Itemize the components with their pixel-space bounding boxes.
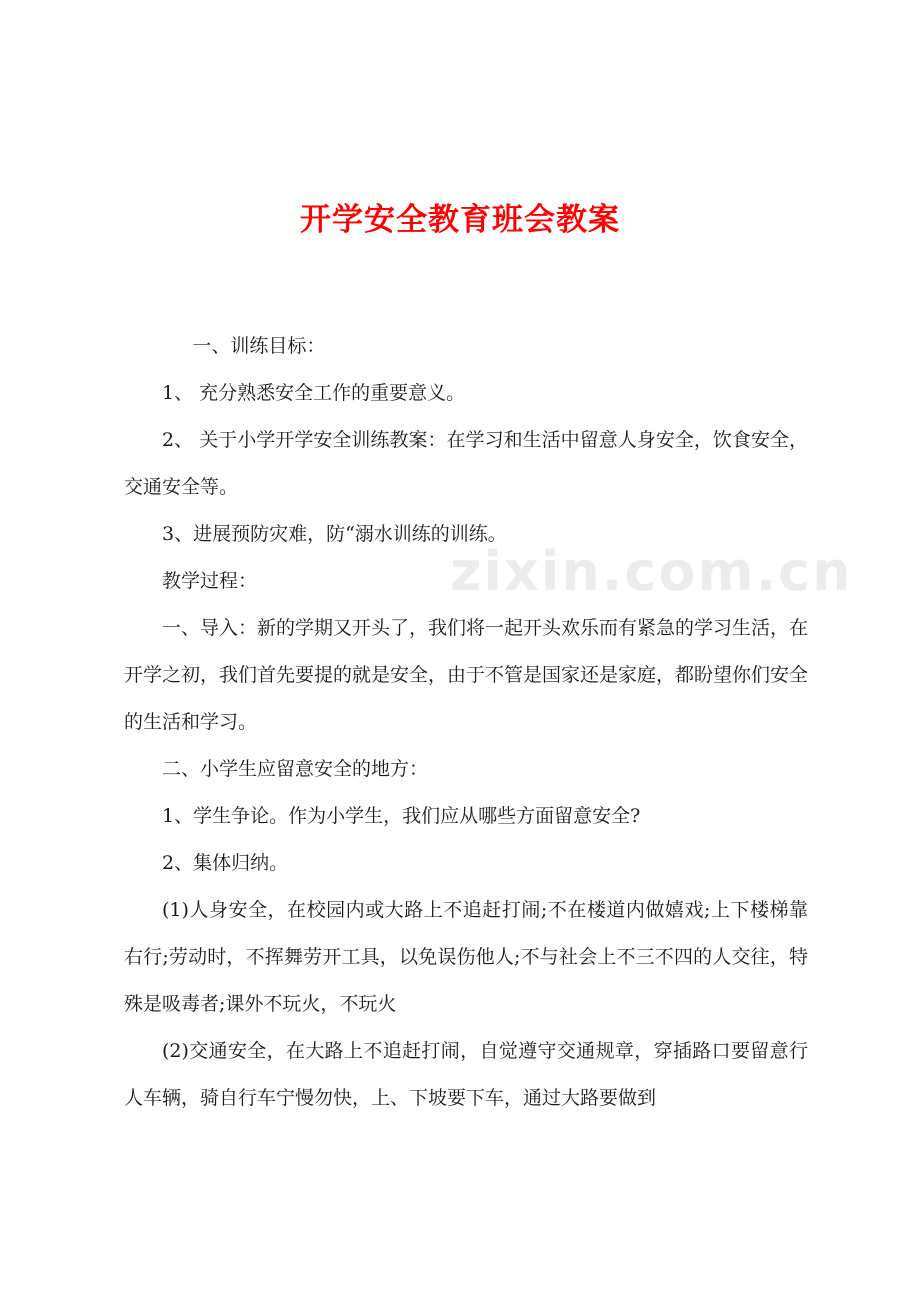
watermark: zixin.com.cn (450, 540, 853, 603)
document-body (124, 323, 808, 1122)
document-title: 开学安全教育班会教案 (300, 202, 620, 238)
paragraph-discussion: 1、学生争论。作为小学生，我们应从哪些方面留意安全? (162, 805, 641, 827)
paragraph-personal-safety: (1)人身安全，在校园内或大路上不追赶打闹;不在楼道内做嬉戏;上下楼梯靠右行;劳动时，不挥舞劳开工具，以免误伤他人;不与社会上不三不四的人交往，特殊是吸毒者;课外不玩火，不玩火 (124, 899, 808, 1015)
paragraph-traffic-safety: (2)交通安全，在大路上不追赶打闹，自觉遵守交通规章，穿插路口要留意行人车辆，骑自行车宁慢勿快，上、下坡要下车，通过大路要做到 (124, 1040, 808, 1109)
paragraph-summary: 2、集体归纳。 (162, 852, 289, 874)
paragraph-objectives-heading: 一、训练目标： (192, 335, 326, 357)
paragraph-process-heading: 教学过程： (162, 570, 258, 592)
paragraph-objective-2: 2、 关于小学开学安全训练教案：在学习和生活中留意人身安全，饮食安全，交通安全等。 (124, 429, 808, 498)
paragraph-introduction: 一、导入：新的学期又开头了，我们将一起开头欢乐而有紧急的学习生活，在开学之初，我们首先要提的就是安全，由于不管是国家还是家庭，都盼望你们安全的生活和学习。 (124, 617, 809, 733)
paragraph-objective-3: 3、进展预防灾难，防“溺水训练的训练。 (162, 523, 507, 545)
paragraph-section-2-heading: 二、小学生应留意安全的地方： (162, 758, 429, 780)
paragraph-objective-1: 1、 充分熟悉安全工作的重要意义。 (162, 382, 466, 404)
